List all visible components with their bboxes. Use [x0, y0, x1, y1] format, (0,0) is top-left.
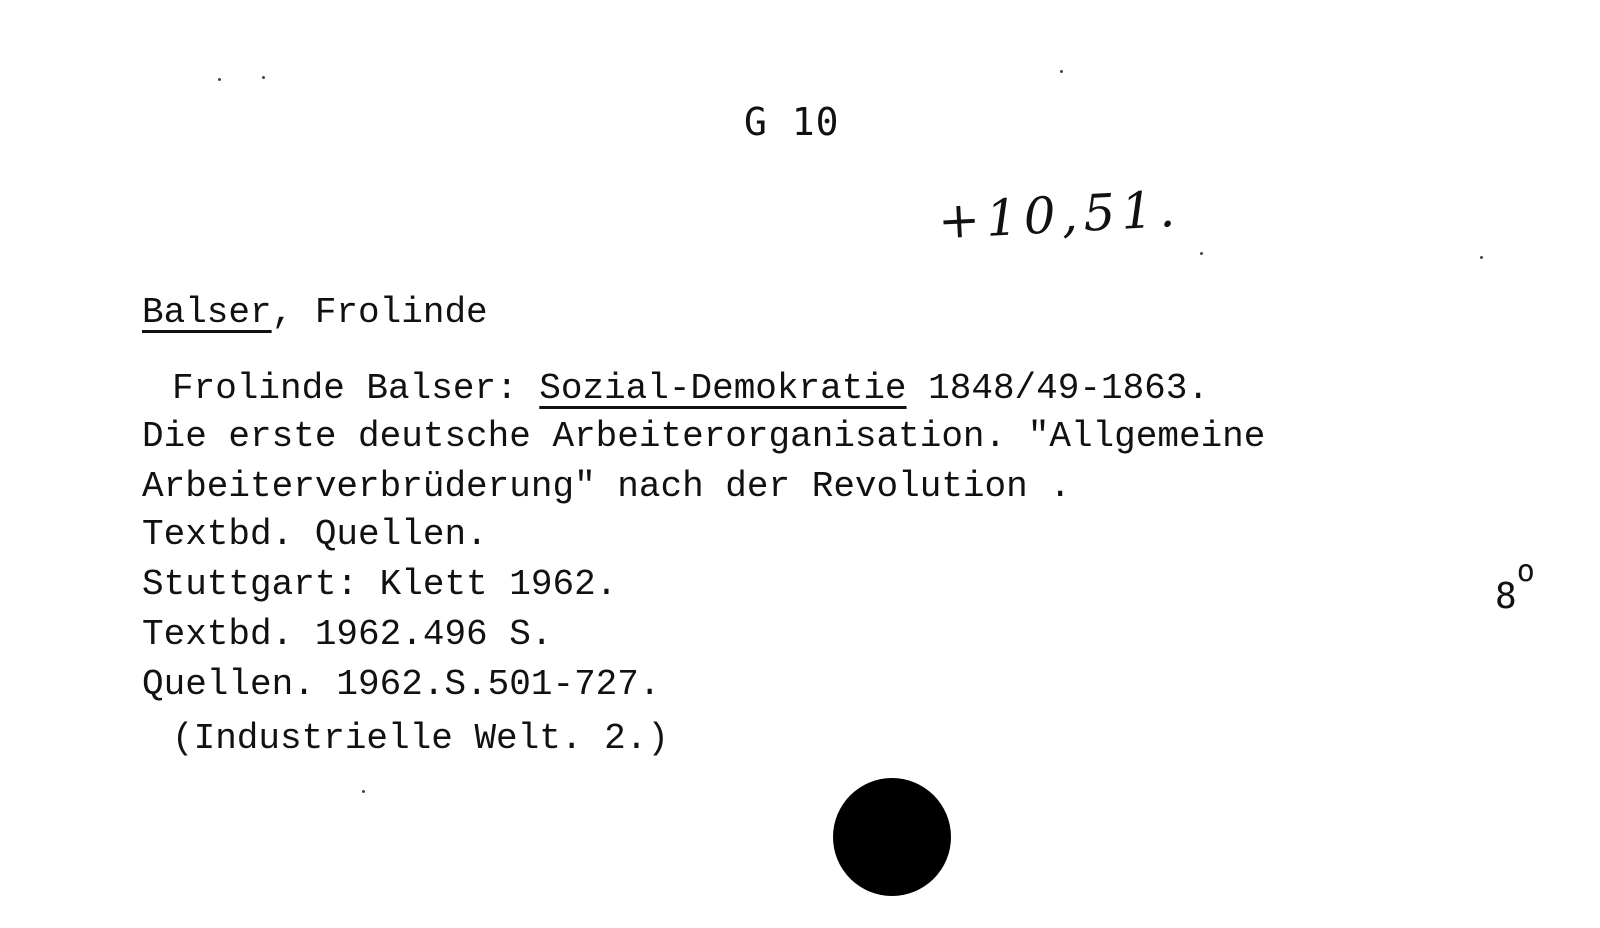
author-heading-surname: Balser [142, 292, 272, 333]
volume-2-extent: Quellen. 1962.S.501-727. [142, 664, 661, 705]
volume-1-extent: Textbd. 1962.496 S. [142, 614, 553, 655]
punch-hole [833, 778, 951, 896]
handwritten-number: +10,51. [936, 179, 1183, 251]
title-years: 1848/49-1863. [906, 368, 1209, 409]
imprint-line: Stuttgart: Klett 1962. [142, 564, 618, 605]
scan-speck [1060, 70, 1063, 73]
format-mark [1495, 554, 1535, 617]
series-line: (Industrielle Welt. 2.) [172, 718, 669, 759]
scan-speck [362, 790, 365, 793]
format-mark-degree: o [1516, 554, 1535, 589]
volumes-line: Textbd. Quellen. [142, 514, 488, 555]
author-heading [142, 292, 488, 333]
format-mark-number: 8 [1495, 576, 1517, 617]
scan-speck [1480, 256, 1483, 259]
subtitle-line-1: Die erste deutsche Arbeiterorganisation. "Allgemeine [142, 416, 1266, 457]
title-line [172, 368, 1209, 409]
title-main: Sozial-Demokratie [539, 368, 907, 409]
scan-speck [1200, 252, 1203, 255]
scan-speck [262, 76, 265, 79]
call-number: G 10 [744, 100, 840, 144]
subtitle-line-2: Arbeiterverbrüderung" nach der Revolution . [142, 466, 1071, 507]
author-heading-forename: , Frolinde [271, 292, 488, 333]
title-author: Frolinde Balser: [172, 368, 540, 409]
scan-speck [218, 78, 221, 81]
